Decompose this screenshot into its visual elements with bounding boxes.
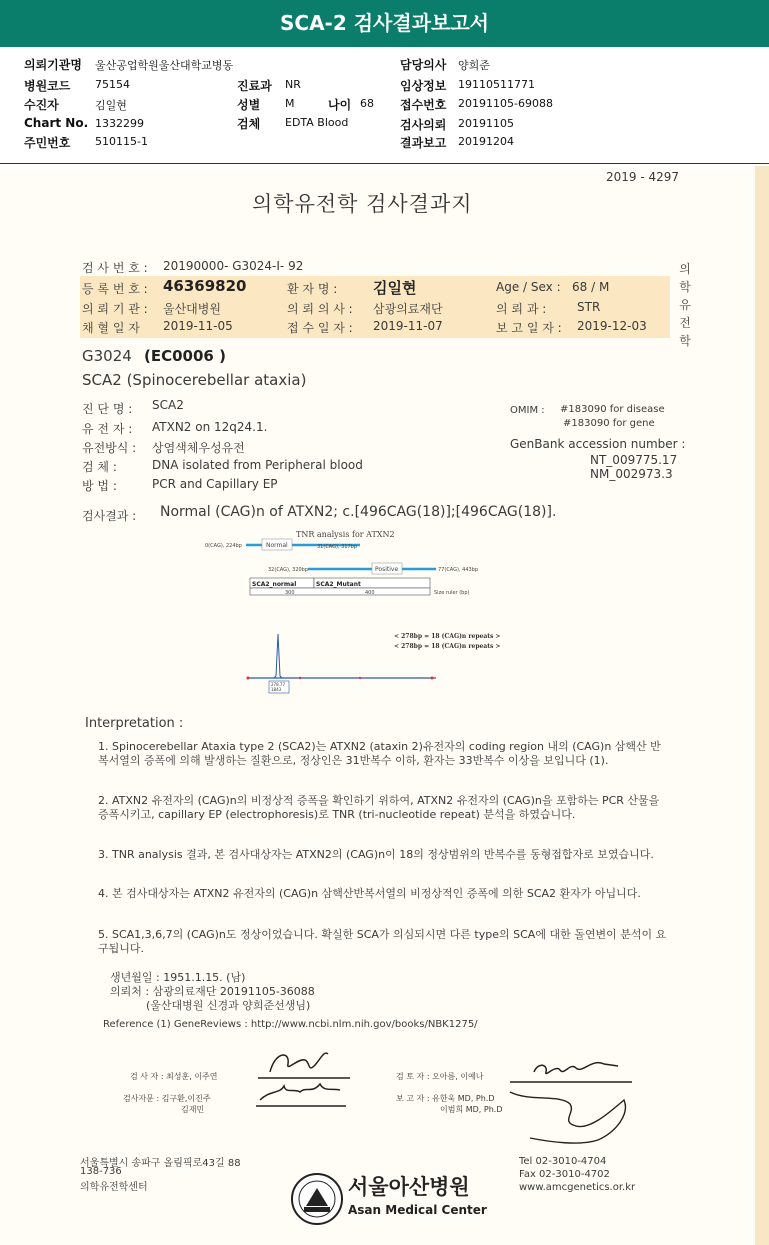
report-label: 결과보고 [400,136,447,150]
spec-value: DNA isolated from Peripheral blood [152,458,363,472]
institution-label: 의뢰기관명 [24,58,82,72]
examinee-value: 김일현 [95,99,127,112]
result-label: 검사결과 : [82,509,137,523]
age-label: 나이 [328,98,352,112]
test-code-sub: (EC0006 ) [144,347,226,365]
address-2: 138-736 [80,1166,122,1177]
gene-value: ATXN2 on 12q24.1. [152,420,268,434]
receipt-label: 접수번호 [400,98,447,112]
req-doctor-label: 의 뢰 의 사 : [287,302,353,316]
test-no-label: 검 사 번 호 : [82,261,148,275]
reporter: 보 고 자 : 유한욱 MD, Ph.D [396,1094,495,1103]
asan-foundation-logo-icon [290,1172,344,1226]
website: www.amcgenetics.or.kr [519,1182,636,1193]
repeat-note-1: < 278bp = 18 (CAG)n repeats > [394,633,501,640]
sex-value: M [285,97,295,110]
test-no: 20190000- G3024-I- 92 [163,259,304,273]
agesex: 68 / M [572,280,610,294]
tel: Tel 02-3010-4704 [519,1156,607,1167]
test-code: G3024 [82,347,132,365]
specimen-value: EDTA Blood [285,116,349,129]
examiner: 검 사 자 : 최성훈, 이주연 [130,1072,218,1081]
repeat-note-2: < 278bp = 18 (CAG)n repeats > [394,643,501,650]
sex-label: 성별 [237,98,261,112]
request-label: 검사의뢰 [400,118,447,132]
marker-red-2 [299,677,301,679]
interp-item-1: 1. Spinocerebellar Ataxia type 2 (SCA2)는 ATXN2 (ataxin 2)유전자의 coding region 내의 (CAG)n 삼핵산 반복서열의 증폭에 의해 발생하는 질환으로, 정상인은 31반복수 이하, 환자는 33반복수 이상을 보입니다 (1). [98,740,661,767]
receive-label: 접 수 일 자 : [287,321,353,335]
dept-value: NR [285,78,301,91]
inherit-label: 유전방식 : [82,441,137,455]
genbank-nm: NM_002973.3 [590,467,673,481]
address-1: 서울특별시 송파구 올림픽로43길 88 [80,1158,241,1169]
referrer: 의뢰처 : 삼광의료재단 20191105-36088 [110,985,315,998]
fax: Fax 02-3010-4702 [519,1169,610,1180]
tnr-l1: 0(CAG), 224bp [205,543,242,549]
consultant-2: 김재민 [181,1105,205,1114]
req-inst: 울산대병원 [163,302,221,316]
spec-label: 검 체 : [82,460,117,474]
doc-number: 2019 - 4297 [606,170,680,184]
interpretation-title: Interpretation : [85,716,184,731]
clinical-label: 임상정보 [400,79,447,93]
genbank-nt: NT_009775.17 [590,453,678,467]
peak-trace [274,634,282,678]
reviewer: 검 토 자 : 오아름, 이예나 [396,1072,484,1081]
receipt-value: 20191105-69088 [458,97,553,110]
positive-text: Positive [375,566,399,573]
chart-label: Chart No. [24,116,89,130]
resident-label: 주민번호 [24,136,71,150]
method-label: 방 법 : [82,479,117,493]
signature-examiner [250,1042,360,1114]
scan-report-date: 2019-12-03 [577,319,647,333]
req-dept-label: 의 뢰 과 : [496,302,547,316]
doctor-label: 담당의사 [400,58,447,72]
patient-label: 환 자 명 : [287,282,338,296]
institution-value: 울산공업학원울산대학교병동 [95,59,234,72]
size-ruler [250,588,430,595]
reg-no-label: 등 록 번 호 : [82,282,148,296]
report-title: SCA-2 검사결과보고서 [280,11,489,35]
address-3: 의학유전학센터 [80,1182,148,1193]
interp-item-5: 5. SCA1,3,6,7의 (CAG)n도 정상이었습니다. 확실한 SCA가 의심되시면 다른 type의 SCA에 대한 돌연변이 분석이 요구됩니다. [98,928,667,955]
tnr-diagram [200,524,520,694]
consultant: 검사자문 : 김구환,이진주 [123,1094,211,1103]
resident-value: 510115-1 [95,135,148,148]
gene-label: 유 전 자 : [82,422,133,436]
omim-disease: #183090 for disease [560,404,665,415]
receive-date: 2019-11-07 [373,319,443,333]
referrer-detail: (울산대병원 신경과 양희준선생님) [146,999,311,1012]
dx-value: SCA2 [152,398,184,412]
hospital-code-value: 75154 [95,78,130,91]
examinee-label: 수진자 [24,98,59,112]
ruler-label: Size ruler (bp) [434,590,470,596]
reporter-2: 이범희 MD, Ph.D [440,1105,503,1114]
patient-name: 김일현 [373,279,417,297]
hospital-code-label: 병원코드 [24,79,71,93]
scanned-report [0,166,769,1245]
scan-title: 의학유전학 검사결과지 [252,192,473,216]
req-dept: STR [577,300,601,314]
marker-red-1 [247,677,250,680]
patient-info-panel [0,52,769,164]
peak-height: 1843 [271,687,282,692]
peak-size: 278.77 [271,682,285,687]
interp-item-4: 4. 본 검사대상자는 ATXN2 유전자의 (CAG)n 삼핵산반복서열의 비정상적인 증폭에 의한 SCA2 환자가 아닙니다. [98,887,641,900]
req-inst-label: 의 뢰 기 관 : [82,302,148,316]
genbank-label: GenBank accession number : [510,437,686,451]
marker-red-4 [431,677,434,680]
reg-no: 46369820 [163,277,247,295]
inherit-value: 상염색체우성유전 [152,441,245,455]
tnr-l4: 77(CAG), 443bp [438,567,479,573]
bar-normal-text: SCA2_normal [252,581,297,588]
bar-mutant-text: SCA2_Mutant [316,581,361,588]
vertical-stamp: 의학유전학 [679,262,691,348]
request-value: 20191105 [458,117,514,130]
interp-item-2: 2. ATXN2 유전자의 (CAG)n의 비정상적 증폭을 확인하기 위하여, ATXN2 유전자의 (CAG)n을 포함하는 PCR 산물을 증폭시키고, capillary EP (electrophoresis)로 TNR (tri-nucleotide repeat) 분석을 하였습니다. [98,794,660,821]
scan-edge [755,166,769,1245]
collect-date: 2019-11-05 [163,319,233,333]
method-value: PCR and Capillary EP [152,477,278,491]
reference: Reference (1) GeneReviews : http://www.ncbi.nlm.nih.gov/books/NBK1275/ [103,1019,478,1030]
collect-label: 채 혈 일 자 [82,321,140,335]
req-doctor: 삼광의료재단 [373,302,443,316]
agesex-label: Age / Sex : [496,280,561,294]
scan-report-label: 보 고 일 자 : [496,321,562,335]
tick-300: 300 [285,590,295,596]
chart-value: 1332299 [95,117,144,130]
result-value: Normal (CAG)n of ATXN2; c.[496CAG(18)];[496CAG(18)]. [160,504,557,520]
date-of-birth: 생년월일 : 1951.1.15. (남) [110,971,246,984]
tnr-l3: 32(CAG), 320bp [268,567,309,573]
normal-text: Normal [266,542,288,549]
signature-reviewer [500,1042,640,1152]
disease-name: SCA2 (Spinocerebellar ataxia) [82,371,307,389]
hospital-name-en: Asan Medical Center [348,1203,487,1217]
tick-400: 400 [365,590,375,596]
clinical-value: 19110511771 [458,78,535,91]
interp-item-3: 3. TNR analysis 결과, 본 검사대상자는 ATXN2의 (CAG)n이 18의 정상범위의 반복수를 동형접합자로 보였습니다. [98,848,654,861]
age-value: 68 [360,97,374,110]
omim-gene: #183090 for gene [563,418,655,429]
hospital-name-ko: 서울아산병원 [348,1175,470,1199]
tnr-l2: 31(CAG), 317bp [317,544,358,550]
report-value: 20191204 [458,135,514,148]
dept-label: 진료과 [237,79,272,93]
omim-label: OMIM : [510,405,545,416]
specimen-label: 검체 [237,117,261,131]
marker-red-3 [359,677,361,679]
dx-label: 진 단 명 : [82,402,133,416]
doctor-value: 양희준 [458,59,490,72]
tnr-title: TNR analysis for ATXN2 [296,530,395,539]
